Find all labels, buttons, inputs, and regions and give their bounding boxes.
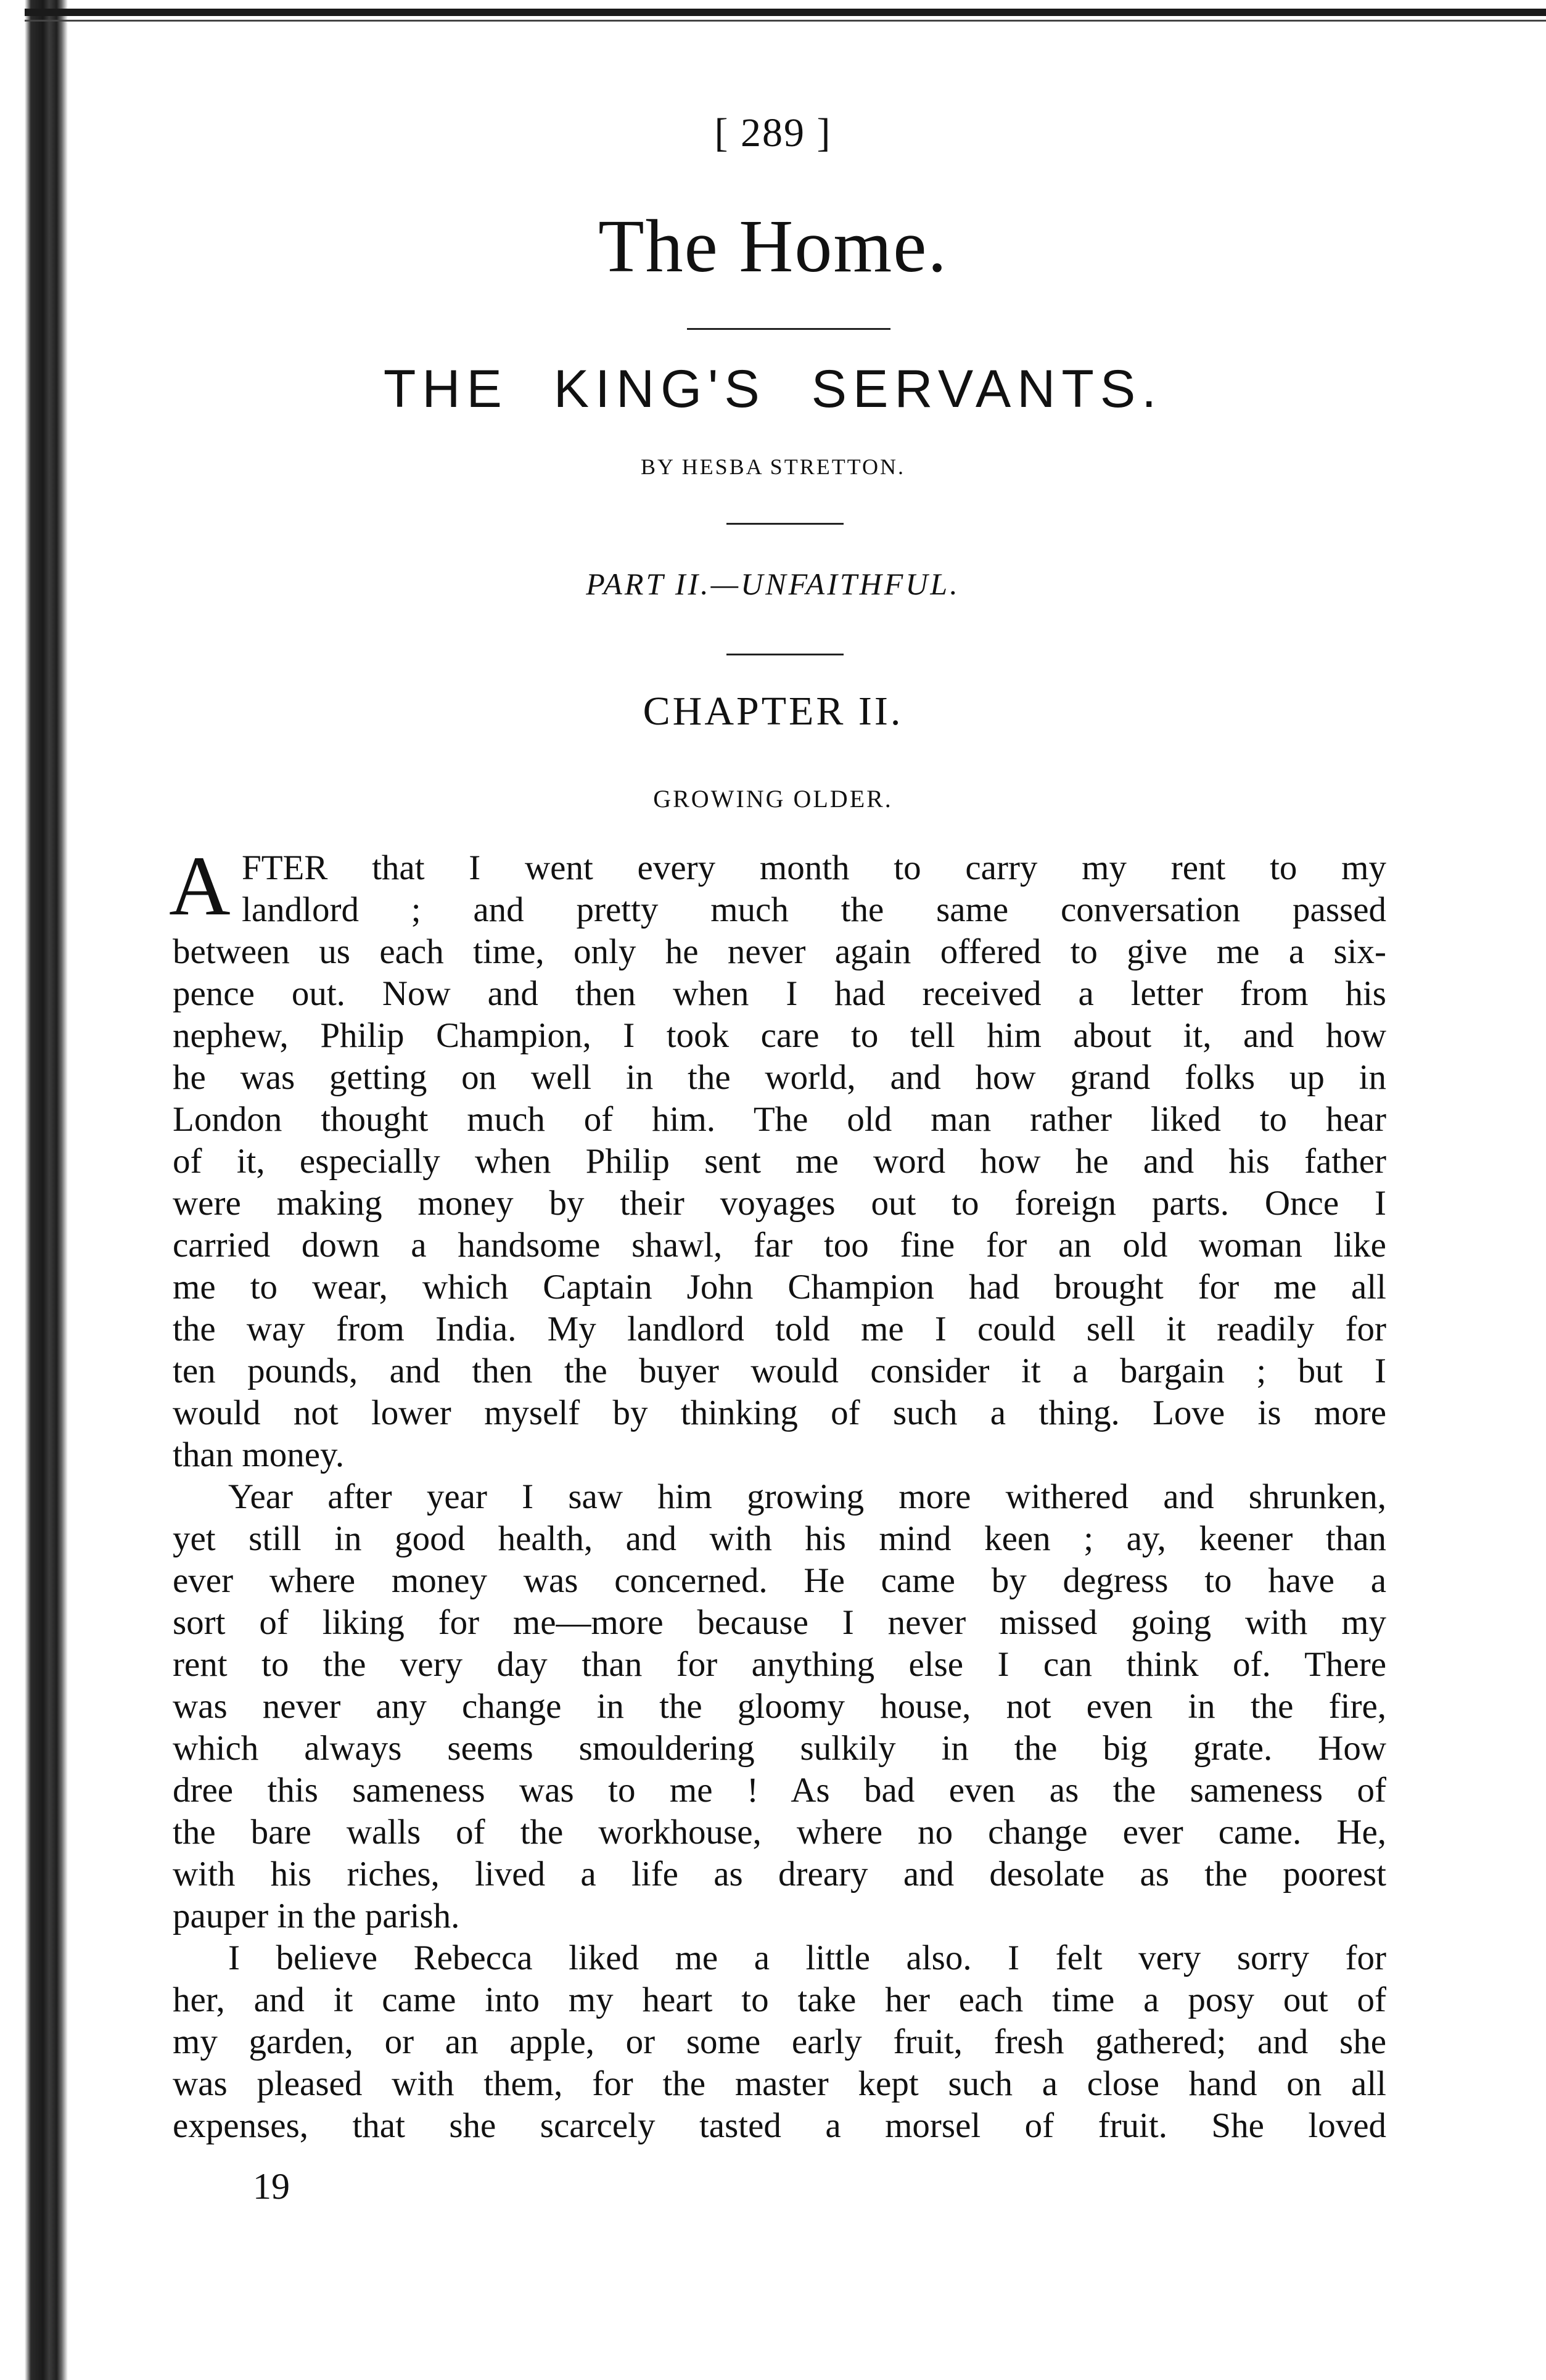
text-line: than money. <box>173 1435 345 1474</box>
text-line: I believe Rebecca liked me a little also. I felt very sorry for <box>228 1939 1386 1977</box>
text-line-content: FTER that I went every month to carry my rent to my <box>242 848 1386 887</box>
text-line: pauper in the parish. <box>173 1897 460 1935</box>
text-line: with his riches, lived a life as dreary and desolate as the poorest <box>173 1855 1386 1894</box>
text-line: he was getting on well in the world, and how grand folks up in <box>173 1058 1386 1097</box>
text-line: me to wear, which Captain John Champion had brought for me all <box>173 1268 1386 1307</box>
part-heading: PART II.—UNFAITHFUL. <box>586 567 960 601</box>
drop-cap: A <box>169 839 231 933</box>
section-title: The Home. <box>598 205 948 288</box>
text-line: expenses, that she scarcely tasted a morsel of fruit. She loved <box>173 2106 1386 2145</box>
text-line: would not lower myself by thinking of such a thing. Love is more <box>173 1393 1386 1432</box>
text-line: of it, especially when Philip sent me word how he and his father <box>173 1142 1386 1181</box>
text-line: the way from India. My landlord told me I could sell it readily for <box>173 1310 1386 1348</box>
body-text <box>169 839 1386 2147</box>
text-line: London thought much of him. The old man rather liked to hear <box>173 1100 1386 1139</box>
top-border-thin-rule <box>25 20 1546 22</box>
text-line: my garden, or an apple, or some early fruit, fresh gathered; and she <box>173 2022 1386 2061</box>
text-line: Year after year I saw him growing more withered and shrunken, <box>228 1477 1386 1516</box>
text-line: nephew, Philip Champion, I took care to tell him about it, and how <box>173 1016 1386 1055</box>
text-line: rent to the very day than for anything else I can think of. There <box>173 1645 1386 1684</box>
text-line: landlord ; and pretty much the same conversation passed <box>242 890 1386 929</box>
part-divider <box>726 654 844 655</box>
text-line: was never any change in the gloomy house, not even in the fire, <box>173 1687 1386 1726</box>
binding-edge <box>0 0 68 2380</box>
text-line: was pleased with them, for the master kept such a close hand on all <box>173 2064 1386 2103</box>
signature-mark: 19 <box>253 2166 290 2207</box>
text-line: dree this sameness was to me ! As bad even as the sameness of <box>173 1771 1386 1810</box>
text-line: ten pounds, and then the buyer would consider it a bargain ; but I <box>173 1352 1386 1390</box>
text-line: yet still in good health, and with his mind keen ; ay, keener than <box>173 1519 1386 1558</box>
text-line: were making money by their voyages out to foreign parts. Once I <box>173 1184 1386 1223</box>
byline: BY HESBA STRETTON. <box>640 454 906 479</box>
text-line: pence out. Now and then when I had received a letter from his <box>173 974 1386 1013</box>
text-line: which always seems smouldering sulkily in the big grate. How <box>173 1729 1386 1768</box>
page-number: [ 289 ] <box>714 110 832 155</box>
story-title: THE KING'S SERVANTS. <box>383 359 1163 419</box>
text-line: ever where money was concerned. He came by degress to have a <box>173 1561 1386 1600</box>
text-line: the bare walls of the workhouse, where no change ever came. He, <box>173 1813 1386 1852</box>
chapter-subtitle: GROWING OLDER. <box>653 785 893 813</box>
chapter-heading: CHAPTER II. <box>643 689 903 734</box>
text-line: carried down a handsome shawl, far too fine for an old woman like <box>173 1226 1386 1265</box>
top-border-rule <box>25 9 1546 16</box>
text-line: between us each time, only he never again offered to give me a six- <box>173 932 1386 971</box>
title-divider <box>687 328 890 330</box>
byline-divider <box>726 523 844 525</box>
text-line: sort of liking for me—more because I never missed going with my <box>173 1603 1386 1642</box>
text-line: her, and it came into my heart to take her each time a posy out of <box>173 1980 1386 2019</box>
